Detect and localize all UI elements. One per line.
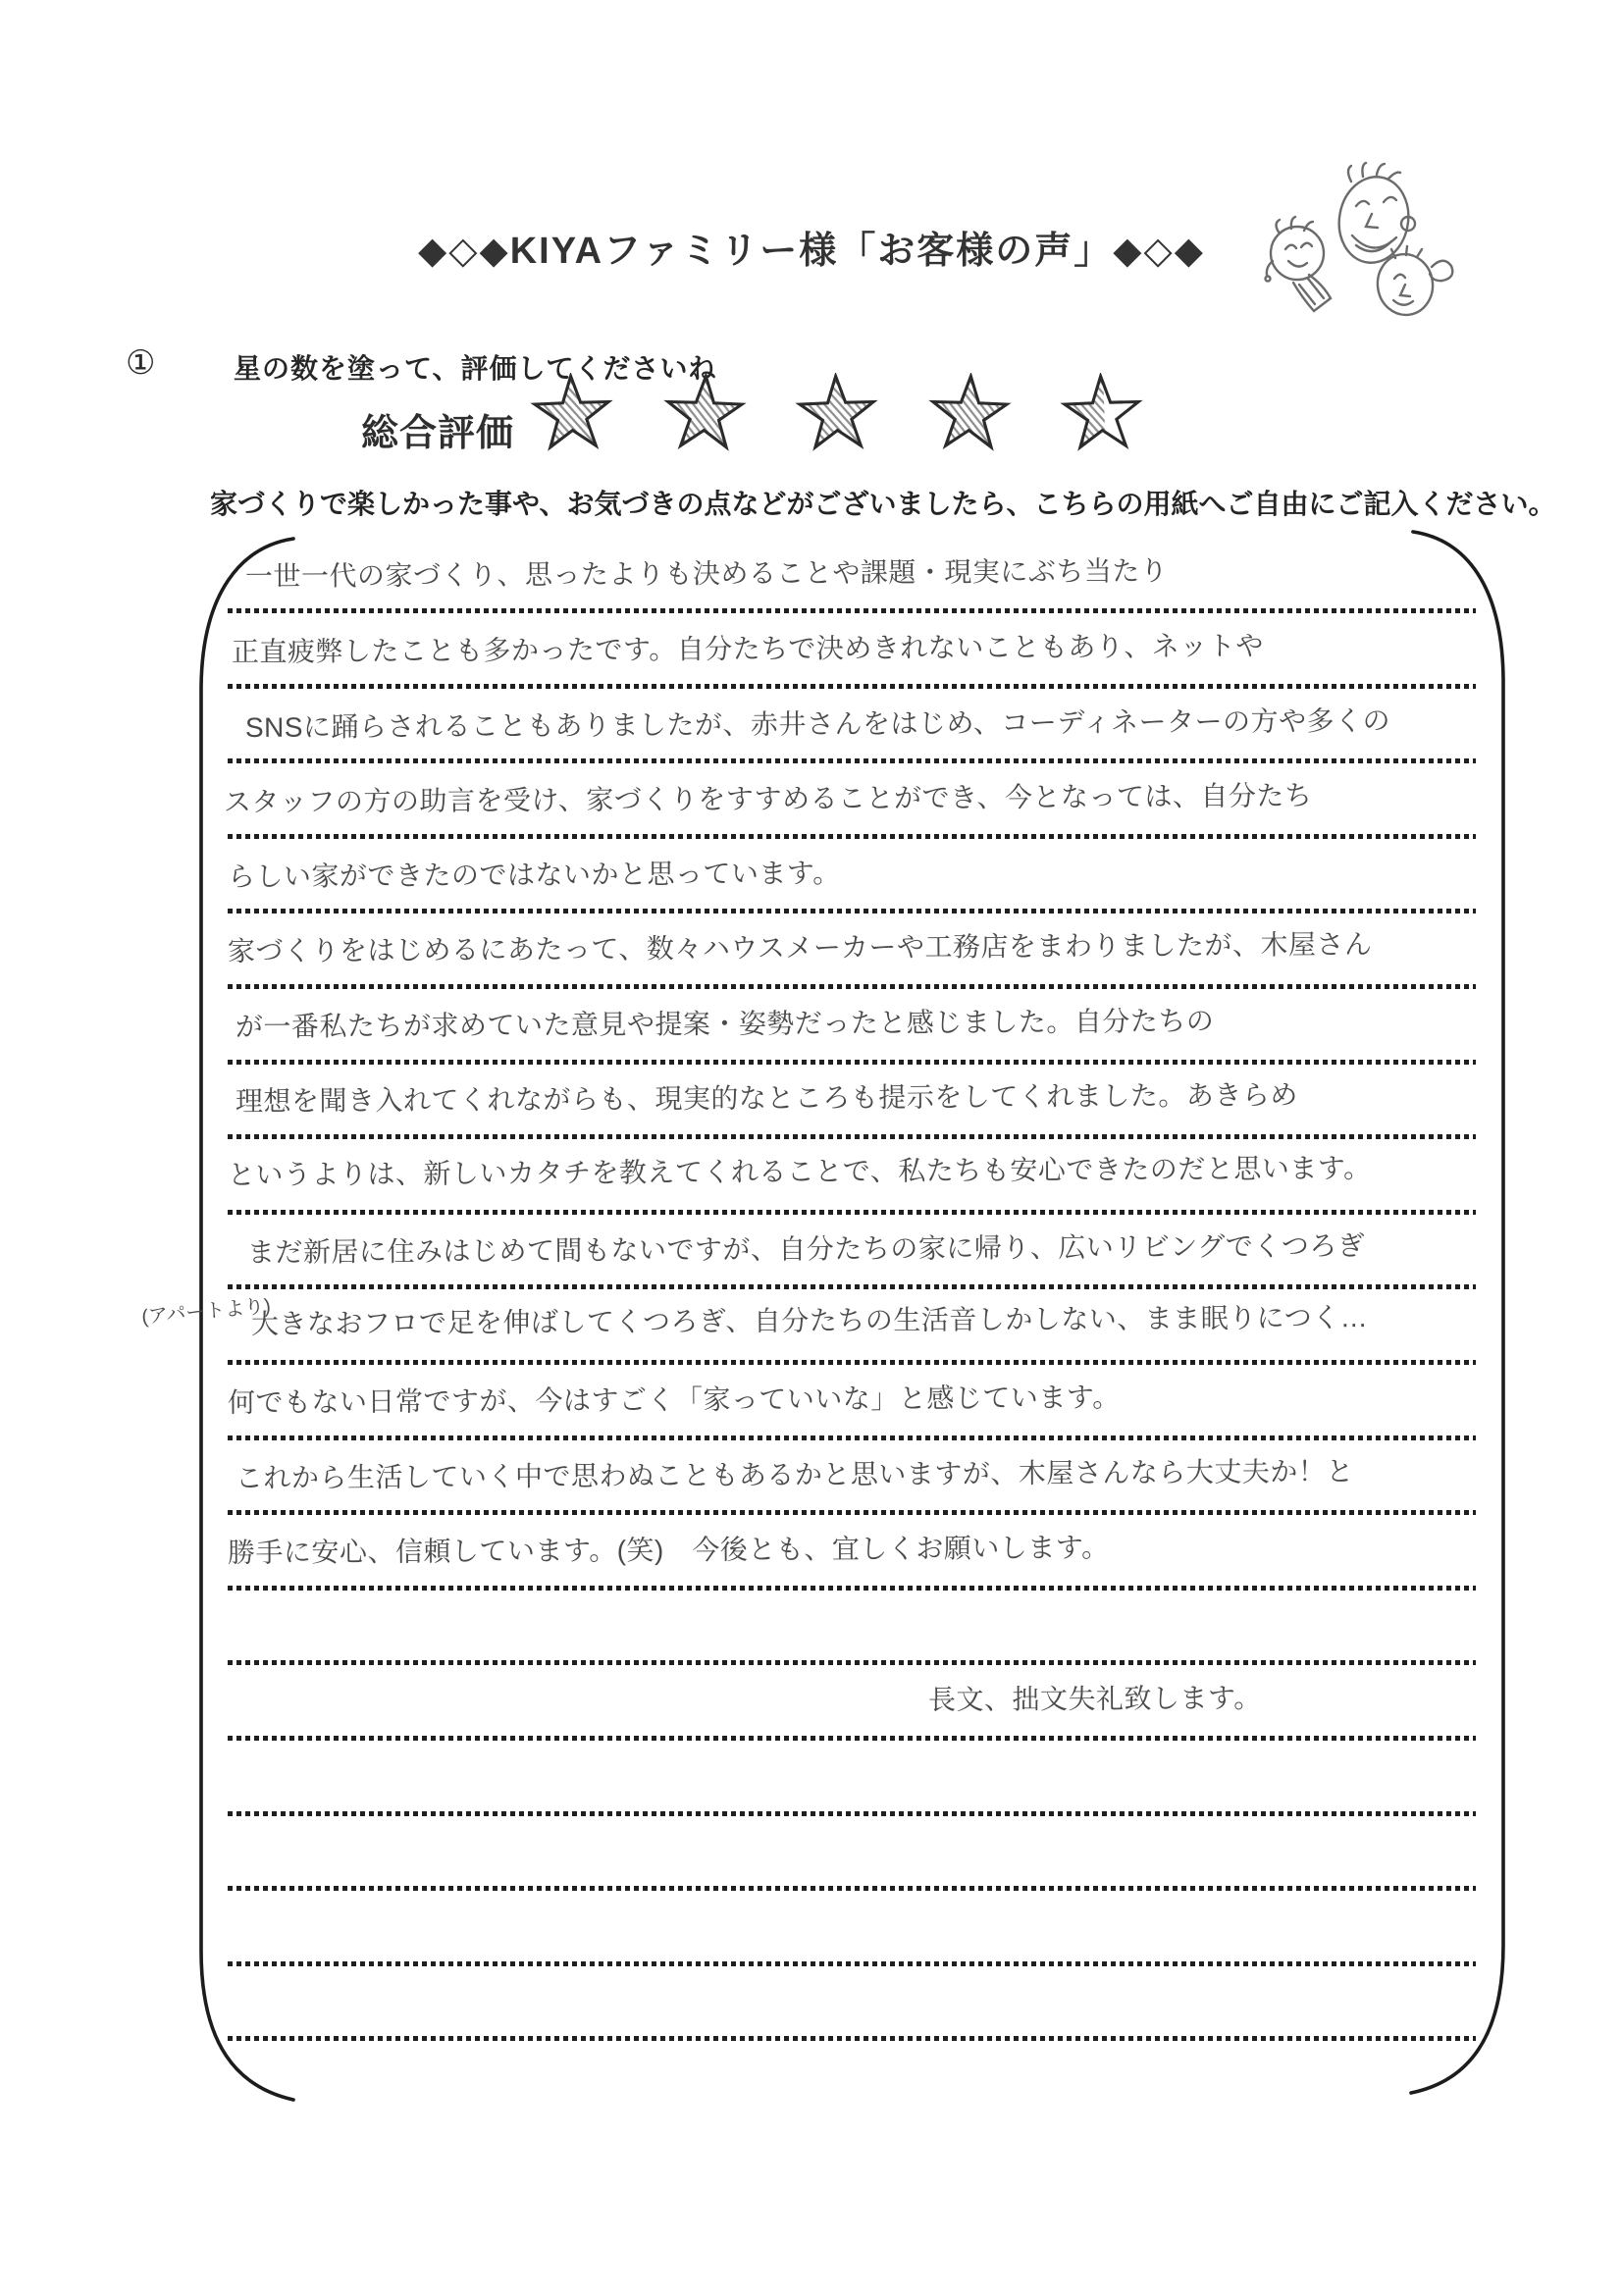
ruled-dotted-line — [228, 1210, 1476, 1215]
star-rating — [530, 373, 1144, 457]
ruled-dotted-line — [228, 1886, 1476, 1891]
question-prompt: 星の数を塗って、評価してくださいね — [234, 353, 717, 384]
question-number: ① — [126, 344, 156, 382]
ruled-dotted-line — [228, 1134, 1476, 1139]
handwritten-line: スタッフの方の助言を受け、家づくりをすすめることができ、今となっては、自分たち — [223, 780, 1313, 818]
ruled-dotted-line — [228, 834, 1476, 839]
ruled-dotted-line — [228, 984, 1476, 989]
comment-box-right-border — [1411, 532, 1503, 2093]
ruled-dotted-line — [228, 1961, 1476, 1966]
ruled-dotted-line — [228, 1284, 1476, 1289]
handwritten-line: 一世一代の家づくり、思ったよりも決めることや課題・現実にぶち当たり — [244, 555, 1169, 593]
page-title: ◆◇◆KIYAファミリー様「お客様の声」◆◇◆ — [418, 231, 1205, 272]
ruled-dotted-line — [228, 1586, 1476, 1591]
ruled-dotted-line — [228, 1360, 1476, 1365]
handwritten-line: これから生活していく中で思わぬこともあるかと思いますが、木屋さんなら大丈夫か！と — [235, 1456, 1354, 1493]
handwritten-line: が一番私たちが求めていた意見や提案・姿勢だったと感じました。自分たちの — [235, 1005, 1215, 1042]
handwritten-line: らしい家ができたのではないかと思っています。 — [227, 858, 841, 893]
star-icon-half — [1059, 372, 1146, 459]
handwritten-line: 大きなおフロで足を伸ばしてくつろぎ、自分たちの生活音しかしない、まま眠りにつく… — [250, 1302, 1369, 1339]
rating-label: 総合評価 — [361, 413, 515, 454]
ruled-dotted-line — [228, 1060, 1476, 1065]
ruled-dotted-line — [228, 1811, 1476, 1816]
star-icon-full — [661, 372, 749, 459]
ruled-dotted-line — [228, 2036, 1476, 2041]
handwritten-line: 勝手に安心、信頼しています。(笑) 今後とも、宜しくお願いします。 — [227, 1532, 1110, 1568]
handwritten-line: 何でもない日常ですが、今はすごく「家っていいな」と感じています。 — [227, 1382, 1121, 1418]
ruled-dotted-line — [228, 909, 1476, 913]
ruled-dotted-line — [228, 684, 1476, 689]
ruled-dotted-line — [228, 1736, 1476, 1741]
ruled-dotted-line — [228, 758, 1476, 763]
star-icon-full — [529, 372, 616, 459]
handwritten-line: 正直疲弊したことも多かったです。自分たちで決めきれないこともあり、ネットや — [231, 630, 1264, 668]
handwritten-line: というよりは、新しいカタチを教えてくれることで、私たちも安心できたのだと思います。 — [227, 1152, 1372, 1190]
ruled-dotted-line — [228, 1660, 1476, 1665]
handwritten-line: 理想を聞き入れてくれながらも、現実的なところも提示をしてくれました。あきらめ — [235, 1079, 1298, 1117]
handwritten-line: まだ新居に住みはじめて間もないですが、自分たちの家に帰り、広いリビングでくつろぎ — [246, 1230, 1366, 1268]
star-icon-full — [794, 372, 881, 459]
freeform-instruction: 家づくりで楽しかった事や、お気づきの点などがございましたら、こちらの用紙へご自由にご記入ください。 — [210, 489, 1556, 519]
ruled-dotted-line — [228, 608, 1476, 613]
handwritten-line: 家づくりをはじめるにあたって、数々ハウスメーカーや工務店をまわりましたが、木屋さん — [227, 928, 1373, 967]
handwritten-line: SNSに踊らされることもありましたが、赤井さんをはじめ、コーディネーターの方や多くの — [244, 704, 1391, 744]
handwritten-closing: 長文、拙文失礼致します。 — [927, 1682, 1262, 1715]
handwritten-margin-note: (アパートより) — [140, 1295, 272, 1329]
ruled-dotted-line — [228, 1435, 1476, 1440]
ruled-dotted-line — [228, 1510, 1476, 1515]
star-icon-full — [926, 372, 1014, 459]
